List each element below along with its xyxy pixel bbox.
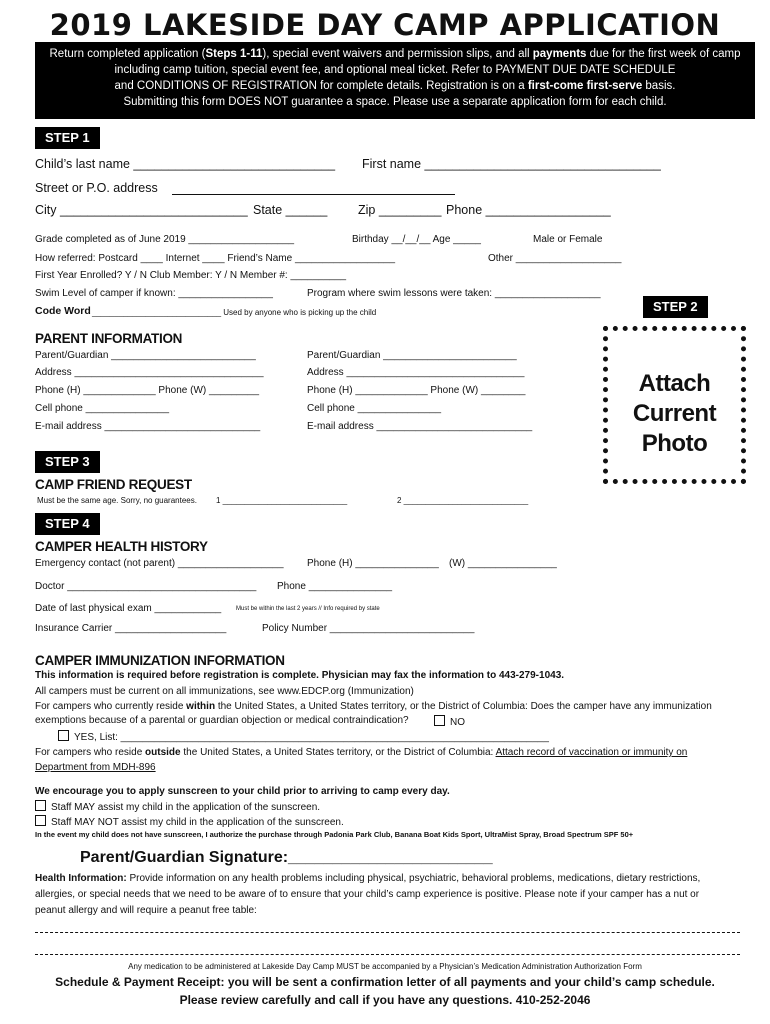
- health-info-line-3: peanut allergy and will require a peanut free table:: [35, 905, 257, 916]
- immunization-required-text: This information is required before registration is complete. Physician may fax the information to 443-279-1043.: [35, 670, 565, 681]
- banner-line-4: Submitting this form DOES NOT guarantee a space. Please use a separate application form for each child.: [123, 96, 667, 108]
- step-4-label: STEP 4: [35, 513, 100, 535]
- street-address-field[interactable]: [172, 194, 455, 195]
- immunization-outside-text: For campers who reside outside the United States, a United States territory, or the District of Columbia: Attach record of vaccination or immunity on: [35, 747, 688, 758]
- step-3-label: STEP 3: [35, 451, 100, 473]
- photo-text-current: Current: [632, 400, 717, 427]
- sunscreen-may-not-checkbox[interactable]: [35, 815, 46, 826]
- first-year-club-member-field[interactable]: First Year Enrolled? Y / N Club Member: Y / N Member #: __________: [35, 270, 347, 281]
- state-field[interactable]: State ______: [253, 203, 328, 217]
- immunization-heading: CAMPER IMMUNIZATION INFORMATION: [35, 653, 285, 668]
- photo-text-attach: Attach: [638, 370, 711, 397]
- camp-friend-heading: CAMP FRIEND REQUEST: [35, 477, 192, 492]
- health-info-line-1: Health Information: Provide information on any health problems including physical, psychiatric, behavioral problems, medications, dietary restrictions,: [35, 873, 701, 884]
- friend-1-field[interactable]: 1 ____________________________: [216, 496, 348, 505]
- code-word-label: Code Word: [35, 305, 91, 317]
- no-checkbox[interactable]: [434, 715, 445, 726]
- policy-number-field[interactable]: Policy Number __________________________: [262, 623, 475, 634]
- swim-program-field[interactable]: Program where swim lessons were taken: ___________________: [307, 288, 601, 299]
- page-title: 2019 LAKESIDE DAY CAMP APPLICATION: [49, 8, 721, 42]
- health-info-answer-line-2[interactable]: [35, 954, 740, 955]
- health-info-line-2: allergies, or special needs that we need to be aware of to ensure that your child’s camp experience is positive. Please note if your camper has a nut or: [35, 889, 700, 900]
- grade-field[interactable]: Grade completed as of June 2019 ___________________: [35, 234, 295, 245]
- how-referred-field[interactable]: How referred: Postcard ____ Internet ____ Friend’s Name __________________: [35, 253, 396, 264]
- sunscreen-heading: We encourage you to apply sunscreen to your child prior to arriving to camp every day.: [35, 786, 450, 797]
- camp-friend-note: Must be the same age. Sorry, no guarantees.: [37, 496, 197, 505]
- parent1-cell-field[interactable]: Cell phone _______________: [35, 403, 170, 414]
- referral-other-field[interactable]: Other ___________________: [488, 253, 622, 264]
- insurance-carrier-field[interactable]: Insurance Carrier ____________________: [35, 623, 227, 634]
- swim-level-field[interactable]: Swim Level of camper if known: _________________: [35, 288, 273, 299]
- parent2-phone-field[interactable]: Phone (H) _____________ Phone (W) ________: [307, 385, 526, 396]
- parent2-address-field[interactable]: Address ________________________________: [307, 367, 525, 378]
- gender-field[interactable]: Male or Female: [533, 234, 603, 245]
- parent2-email-field[interactable]: E-mail address ____________________________: [307, 421, 533, 432]
- parent-info-heading: PARENT INFORMATION: [35, 331, 183, 346]
- contact-note: Please review carefully and call if you have any questions. 410-252-2046: [179, 993, 591, 1007]
- physical-exam-note: Must be within the last 2 years // Info required by state: [236, 606, 380, 612]
- parent-signature-field[interactable]: Parent/Guardian Signature:_______________________: [80, 849, 493, 866]
- sunscreen-may-not-option[interactable]: Staff MAY NOT assist my child in the application of the sunscreen.: [35, 815, 344, 828]
- photo-text-photo: Photo: [641, 430, 708, 457]
- payment-receipt-note: Schedule & Payment Receipt: you will be sent a confirmation letter of all payments and your child’s camp schedule.: [55, 975, 715, 989]
- sunscreen-note: In the event my child does not have sunscreen, I authorize the purchase through Padonia Park Club, Banana Boat Kids Sport, UltraMist Spray, Broad Spectrum SPF 50+: [35, 830, 634, 839]
- health-history-heading: CAMPER HEALTH HISTORY: [35, 539, 208, 554]
- parent1-phone-field[interactable]: Phone (H) _____________ Phone (W) _________: [35, 385, 260, 396]
- zip-field[interactable]: Zip _________: [358, 203, 442, 217]
- street-address-label: Street or P.O. address: [35, 181, 158, 195]
- immunization-current-text: All campers must be current on all immunizations, see www.EDCP.org (Immunization): [35, 686, 414, 697]
- sunscreen-may-checkbox[interactable]: [35, 800, 46, 811]
- sunscreen-may-option[interactable]: Staff MAY assist my child in the application of the sunscreen.: [35, 800, 320, 813]
- yes-checkbox[interactable]: [58, 730, 69, 741]
- emergency-contact-field[interactable]: Emergency contact (not parent) ___________________: [35, 558, 284, 569]
- doctor-field[interactable]: Doctor __________________________________: [35, 581, 257, 592]
- city-field[interactable]: City ___________________________: [35, 203, 248, 217]
- emergency-phone-h-field[interactable]: Phone (H) _______________: [307, 558, 439, 569]
- banner-line-2: including camp tuition, special event fee, and optional meal ticket. Refer to PAYMENT DUE DATE SCHEDULE: [114, 64, 676, 76]
- code-word-field[interactable]: _____________________________ Used by anyone who is picking up the child: [92, 308, 377, 317]
- parent2-name-field[interactable]: Parent/Guardian ________________________: [307, 350, 517, 361]
- immunization-yes-option[interactable]: YES, List: _____________________________________________________________________________: [58, 730, 549, 743]
- doctor-phone-field[interactable]: Phone _______________: [277, 581, 393, 592]
- immunization-outside-text-cont: Department from MDH-896: [35, 762, 156, 773]
- parent1-name-field[interactable]: Parent/Guardian __________________________: [35, 350, 256, 361]
- banner-line-3: and CONDITIONS OF REGISTRATION for complete details. Registration is on a first-come first-serve basis.: [114, 80, 676, 92]
- immunization-no-option[interactable]: NO: [434, 715, 465, 728]
- immunization-within-text: For campers who currently reside within the United States, a United States territory, or the District of Columbia: Does the camper have any immunization: [35, 701, 712, 712]
- photo-attach-box[interactable]: [603, 326, 746, 484]
- physical-exam-field[interactable]: Date of last physical exam ____________: [35, 603, 222, 614]
- health-info-answer-line-1[interactable]: [35, 932, 740, 933]
- step-2-label: STEP 2: [643, 296, 708, 318]
- parent1-address-field[interactable]: Address __________________________________: [35, 367, 264, 378]
- childs-last-name-field[interactable]: Child’s last name _____________________________: [35, 157, 336, 171]
- banner-line-1: Return completed application (Steps 1-11), special event waivers and permission slips, and all payments due for the first week of camp: [49, 48, 741, 60]
- medication-note: Any medication to be administered at Lakeside Day Camp MUST be accompanied by a Physician’s Medication Administration Authorization Form: [128, 962, 642, 971]
- emergency-phone-w-field[interactable]: (W) ________________: [449, 558, 557, 569]
- step-1-label: STEP 1: [35, 127, 100, 149]
- phone-field[interactable]: Phone __________________: [446, 203, 611, 217]
- friend-2-field[interactable]: 2 ____________________________: [397, 496, 529, 505]
- immunization-exemptions-text: exemptions because of a parental or guardian objection or medical contraindication?: [35, 715, 409, 726]
- first-name-field[interactable]: First name __________________________________: [362, 157, 661, 171]
- parent1-email-field[interactable]: E-mail address ____________________________: [35, 421, 261, 432]
- birthday-age-field[interactable]: Birthday __/__/__ Age _____: [352, 234, 481, 245]
- instructions-banner: [35, 42, 755, 119]
- parent2-cell-field[interactable]: Cell phone _______________: [307, 403, 442, 414]
